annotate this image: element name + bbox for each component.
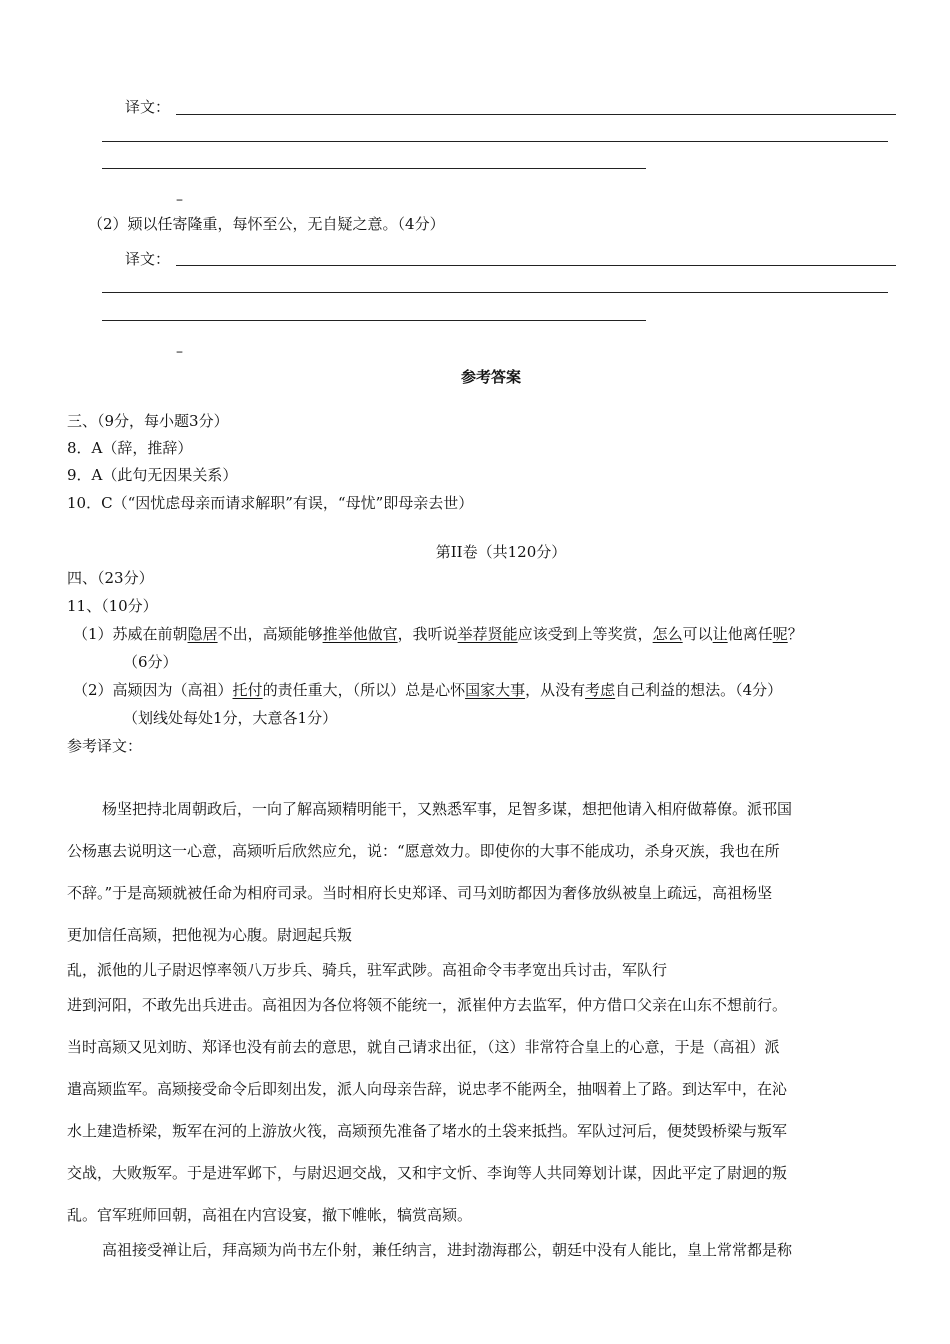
answer-text: 他离任: [727, 625, 773, 643]
answer-text: 的责任重大，（所以）总是心怀: [262, 681, 466, 699]
translation-line: 交战，大败叛军。于是进军邺下，与尉迟迥交战，又和宇文忻、李询等人共同筹划计谋，因此平定了尉迥的叛: [67, 1164, 788, 1182]
answer-text: 应该受到上等奖赏，: [517, 625, 653, 643]
answer-11: 11、（10分）: [67, 597, 158, 615]
stray-dash: –: [176, 192, 183, 208]
key-term: 让: [712, 625, 728, 643]
translation-line: 更加信任高颎，把他视为心腹。尉迥起兵叛: [67, 926, 353, 944]
volume-2-title: 第II卷（共120分）: [435, 543, 567, 561]
answer-text: ？: [787, 625, 803, 643]
answer-9: 9．A（此句无因果关系）: [67, 466, 238, 484]
answer-11-2: [73, 679, 782, 700]
translation-label: 译文：: [125, 250, 171, 268]
key-term: 举荐贤能: [457, 625, 518, 643]
translation-line: 乱。官军班师回朝，高祖在内宫设宴，撤下帷帐，犒赏高颎。: [67, 1206, 473, 1224]
translation-line: 高祖接受禅让后，拜高颎为尚书左仆射，兼任纳言，进封渤海郡公，朝廷中没有人能比，皇上常常都是称: [102, 1241, 793, 1259]
answer-text: （1）苏威在前朝: [73, 625, 188, 643]
section-4: 四、（23分）: [67, 569, 154, 587]
answer-text: 自己利益的想法。（4分）: [615, 681, 783, 699]
key-term: 托付: [232, 681, 263, 699]
key-term: 国家大事: [465, 681, 526, 699]
key-term: 推举他做官: [322, 625, 398, 643]
answer-text: ，从没有: [525, 681, 586, 699]
answer-text: ，我听说: [397, 625, 458, 643]
answer-line: [102, 168, 646, 169]
translation-line: 杨坚把持北周朝政后，一向了解高颎精明能干，又熟悉军事，足智多谋，想把他请入相府做幕僚。派邗国: [102, 800, 793, 818]
answer-title: 参考答案: [460, 368, 521, 386]
translation-line: 乱，派他的儿子尉迟惇率领八万步兵、骑兵，驻军武陟。高祖命令韦孝宽出兵讨击，军队行: [67, 961, 668, 979]
translation-line: 遣高颎监军。高颎接受命令后即刻出发，派人向母亲告辞，说忠孝不能两全，抽咽着上了路。到达军中，在沁: [67, 1080, 788, 1098]
answer-text: （2）高颎因为（高祖）: [73, 681, 233, 699]
answer-8: 8．A（辞，推辞）: [67, 439, 193, 457]
section-3: 三、（9分，每小题3分）: [67, 412, 229, 430]
answer-11-1: [73, 623, 803, 644]
translation-label: 译文：: [125, 98, 171, 116]
translation-line: 公杨惠去说明这一心意，高颎听后欣然应允，说：“愿意效力。即使你的大事不能成功，杀身灭族，我也在所: [67, 842, 780, 860]
answer-line: [102, 320, 646, 321]
answer-10: 10．C（“因忧虑母亲而请求解职”有误，“母忧”即母亲去世）: [67, 494, 474, 512]
answer-11-1-score: （6分）: [123, 653, 178, 671]
key-term: 呢: [772, 625, 788, 643]
reference-translation-label: 参考译文：: [67, 737, 143, 755]
answer-line: [102, 292, 888, 293]
answer-text: 可以: [682, 625, 713, 643]
key-term: 怎么: [652, 625, 683, 643]
translation-line: 不辞。”于是高颎就被任命为相府司录。当时相府长史郑译、司马刘昉都因为奢侈放纵被皇上疏远，高祖杨坚: [67, 884, 773, 902]
key-term: 隐居: [187, 625, 218, 643]
key-term: 考虑: [585, 681, 616, 699]
translation-line: 当时高颎又见刘昉、郑译也没有前去的意思，就自己请求出征，（这）非常符合皇上的心意，于是（高祖）派: [67, 1038, 780, 1056]
translation-line: 进到河阳，不敢先出兵进击。高祖因为各位将领不能统一，派崔仲方去监军，仲方借口父亲在山东不想前行。: [67, 996, 788, 1014]
answer-line: [176, 265, 896, 266]
translation-line: 水上建造桥梁，叛军在河的上游放火筏，高颎预先准备了堵水的土袋来抵挡。军队过河后，便焚毁桥梁与叛军: [67, 1122, 788, 1140]
answer-line: [176, 114, 896, 115]
answer-text: 不出，高颎能够: [217, 625, 323, 643]
answer-line: [102, 141, 888, 142]
stray-dash: –: [176, 344, 183, 360]
scoring-note: （划线处每处1分，大意各1分）: [123, 709, 338, 727]
question-2: （2）颎以任寄隆重，每怀至公，无自疑之意。（4分）: [88, 215, 445, 233]
